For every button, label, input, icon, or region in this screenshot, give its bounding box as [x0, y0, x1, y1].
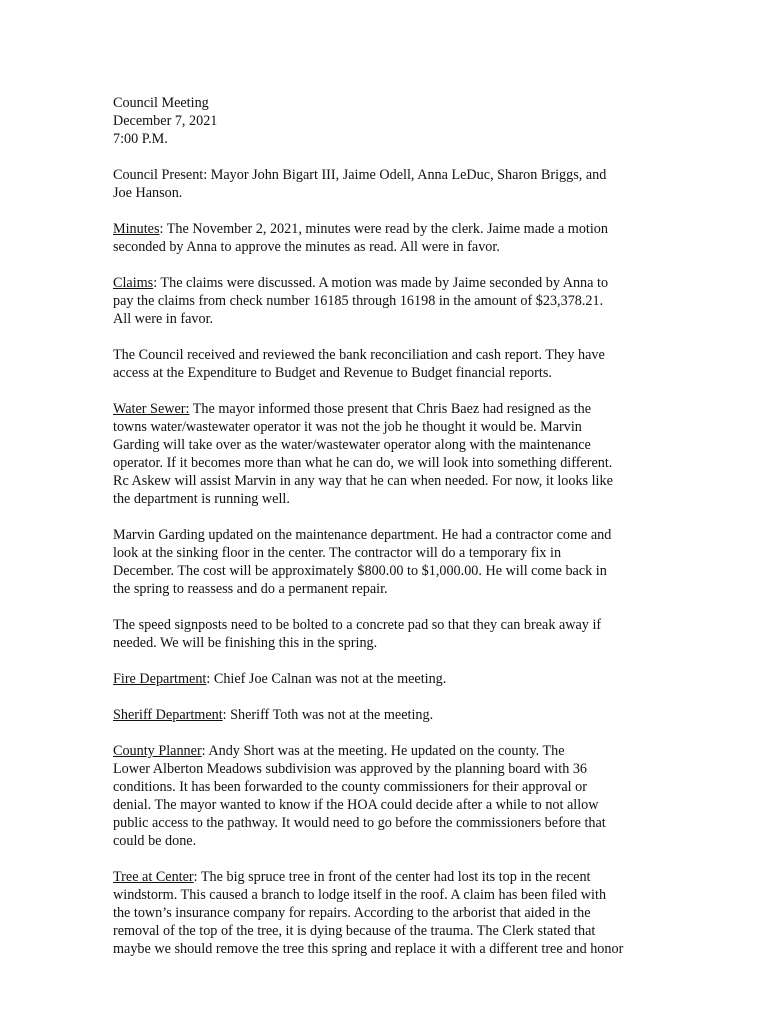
paragraph-text: : Chief Joe Calnan was not at the meeting. — [206, 671, 447, 687]
meeting-date: December 7, 2021 — [113, 113, 218, 129]
paragraph-line: Lower Alberton Meadows subdivision was approved by the planning board with 36 — [113, 761, 588, 777]
county-planner-paragraph — [113, 742, 661, 850]
meeting-title: Council Meeting — [113, 95, 209, 111]
document-page — [113, 94, 661, 976]
sheriff-department-paragraph — [113, 706, 661, 724]
paragraph-line: All were in favor. — [113, 311, 214, 327]
paragraph-line — [113, 868, 661, 886]
section-heading-claims: Claims — [113, 275, 154, 291]
paragraph-line: removal of the top of the tree, it is dying because of the trauma. The Clerk stated that — [113, 923, 596, 939]
minutes-paragraph — [113, 220, 661, 256]
paragraph-line — [113, 706, 661, 724]
paragraph-line: pay the claims from check number 16185 through 16198 in the amount of $23,378.21. — [113, 293, 604, 309]
paragraph-line: windstorm. This caused a branch to lodge itself in the roof. A claim has been filed with — [113, 887, 607, 903]
paragraph-line — [113, 742, 661, 760]
paragraph-line: The speed signposts need to be bolted to a concrete pad so that they can break away if — [113, 617, 602, 633]
paragraph-text: : Sheriff Toth was not at the meeting. — [222, 707, 434, 723]
paragraph-line — [113, 220, 661, 238]
section-heading-minutes: Minutes — [113, 221, 160, 237]
paragraph-line — [113, 670, 661, 688]
paragraph-line: could be done. — [113, 833, 197, 849]
tree-at-center-paragraph — [113, 868, 661, 958]
paragraph-line: Garding will take over as the water/wastewater operator along with the maintenance — [113, 437, 591, 453]
section-heading-county-planner: County Planner — [113, 743, 202, 759]
paragraph-line: maybe we should remove the tree this spring and replace it with a different tree and honor — [113, 941, 624, 957]
paragraph-line: the department is running well. — [113, 491, 290, 507]
paragraph-line: Council Present: Mayor John Bigart III, Jaime Odell, Anna LeDuc, Sharon Briggs, and — [113, 167, 607, 183]
paragraph-line: conditions. It has been forwarded to the county commissioners for their approval or — [113, 779, 587, 795]
water-sewer-paragraph — [113, 400, 661, 508]
section-heading-tree-at-center: Tree at Center — [113, 869, 194, 885]
paragraph-line — [113, 400, 661, 418]
meeting-time: 7:00 P.M. — [113, 131, 168, 147]
paragraph-text: : The big spruce tree in front of the center had lost its top in the recent — [193, 869, 591, 885]
paragraph-line: public access to the pathway. It would need to go before the commissioners before that — [113, 815, 606, 831]
paragraph-line — [113, 274, 661, 292]
paragraph-text: : Andy Short was at the meeting. He updated on the county. The — [201, 743, 565, 759]
section-heading-sheriff-department: Sheriff Department — [113, 707, 223, 723]
paragraph-line: seconded by Anna to approve the minutes as read. All were in favor. — [113, 239, 500, 255]
meeting-header — [113, 94, 661, 148]
paragraph-line: The Council received and reviewed the bank reconciliation and cash report. They have — [113, 347, 605, 363]
paragraph-line: access at the Expenditure to Budget and Revenue to Budget financial reports. — [113, 365, 552, 381]
paragraph-line: the town’s insurance company for repairs. According to the arborist that aided in the — [113, 905, 591, 921]
paragraph-line: Joe Hanson. — [113, 185, 183, 201]
claims-paragraph — [113, 274, 661, 328]
paragraph-line: the spring to reassess and do a permanent repair. — [113, 581, 388, 597]
paragraph-line: towns water/wastewater operator it was not the job he thought it would be. Marvin — [113, 419, 582, 435]
council-present-paragraph — [113, 166, 661, 202]
paragraph-line: operator. If it becomes more than what he can do, we will look into something different. — [113, 455, 613, 471]
bank-report-paragraph — [113, 346, 661, 382]
maintenance-paragraph — [113, 526, 661, 598]
fire-department-paragraph — [113, 670, 661, 688]
paragraph-line: Marvin Garding updated on the maintenance department. He had a contractor come and — [113, 527, 612, 543]
paragraph-line: needed. We will be finishing this in the spring. — [113, 635, 378, 651]
paragraph-line: Rc Askew will assist Marvin in any way that he can when needed. For now, it looks like — [113, 473, 613, 489]
section-heading-fire-department: Fire Department — [113, 671, 207, 687]
signposts-paragraph — [113, 616, 661, 652]
paragraph-text: : The November 2, 2021, minutes were read by the clerk. Jaime made a motion — [159, 221, 608, 237]
paragraph-text: The mayor informed those present that Chris Baez had resigned as the — [189, 401, 592, 417]
section-heading-water-sewer: Water Sewer: — [113, 401, 190, 417]
paragraph-text: : The claims were discussed. A motion was made by Jaime seconded by Anna to — [153, 275, 609, 291]
paragraph-line: December. The cost will be approximately $800.00 to $1,000.00. He will come back in — [113, 563, 607, 579]
paragraph-line: look at the sinking floor in the center. The contractor will do a temporary fix in — [113, 545, 562, 561]
paragraph-line: denial. The mayor wanted to know if the HOA could decide after a while to not allow — [113, 797, 599, 813]
